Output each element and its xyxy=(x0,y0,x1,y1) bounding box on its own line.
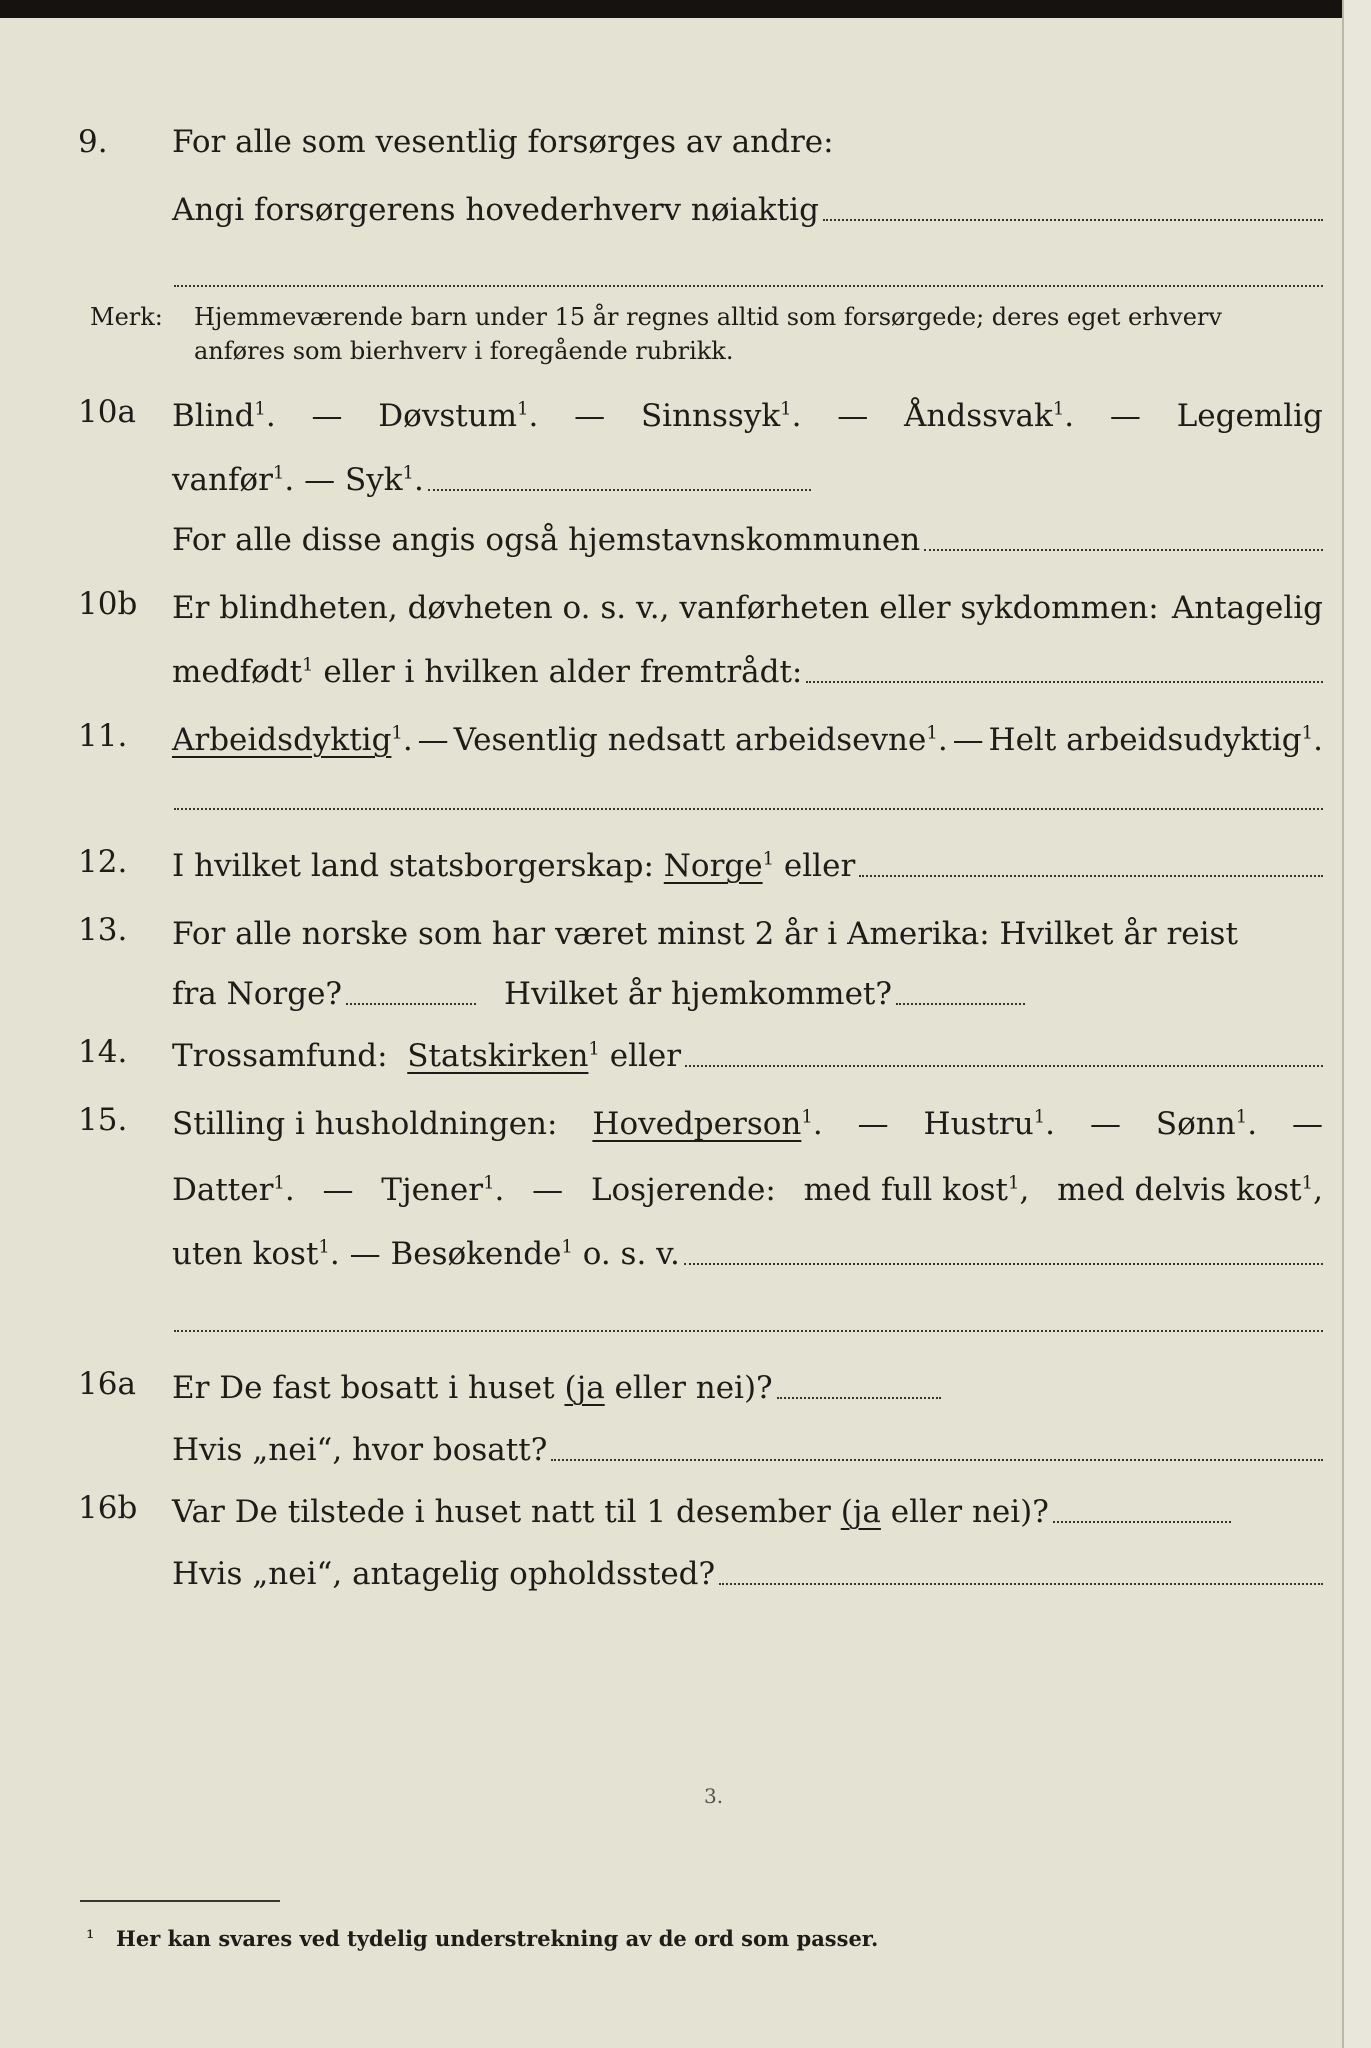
q12-line1: I hvilket land statsborgerskap: Norge$^1$ eller xyxy=(172,842,1323,886)
footnote-rule xyxy=(80,1900,280,1902)
q9-answer-field-2[interactable] xyxy=(174,285,1323,287)
q9-answer-field[interactable] xyxy=(823,217,1323,221)
q10a-syk-field[interactable] xyxy=(428,487,811,491)
q11-answer-field[interactable] xyxy=(174,808,1323,810)
q10a-number: 10a xyxy=(78,394,136,430)
q11-number: 11. xyxy=(78,718,128,754)
q15-line2: Datter$^1$. — Tjener$^1$. — Losjerende: med full kost$^1$, med delvis kost$^1$, xyxy=(172,1172,1323,1208)
footnote-mark: ¹ xyxy=(86,1926,95,1950)
q15-answer-field[interactable] xyxy=(684,1261,1323,1265)
q10a-line2: vanfør$^1$. — Syk$^1$. xyxy=(172,456,811,500)
q10a-kommune-field[interactable] xyxy=(924,547,1323,551)
q14-number: 14. xyxy=(78,1034,128,1070)
q13-line2: fra Norge? Hvilket år hjemkommet? xyxy=(172,970,1025,1014)
q10a-line3: For alle disse angis også hjemstavnskommunen xyxy=(172,516,1323,560)
q15-selected-answer: Hovedperson xyxy=(592,1106,802,1142)
q16b-number: 16b xyxy=(78,1490,138,1526)
q15-line1: Stilling i husholdningen: Hovedperson$^1$. — Hustru$^1$. — Sønn$^1$. — xyxy=(172,1106,1323,1142)
footnote-text: Her kan svares ved tydelig understrekning av de ord som passer. xyxy=(116,1926,879,1951)
q16b-answer-field[interactable] xyxy=(1053,1519,1231,1523)
q15-answer-field-2[interactable] xyxy=(174,1330,1323,1332)
q16b-selected-answer: (ja xyxy=(840,1494,881,1530)
stray-mark: 3. xyxy=(704,1784,724,1808)
q13-hjemkommet-field[interactable] xyxy=(896,1001,1025,1005)
q11-line1: Arbeidsdyktig$^1$. — Vesentlig nedsatt arbeidsevne$^1$. — Helt arbeidsudyktig$^1$. xyxy=(172,722,1323,758)
q13-line1: For alle norske som har været minst 2 år i Amerika: Hvilket år reist xyxy=(172,916,1238,952)
q16a-answer-field[interactable] xyxy=(777,1395,941,1399)
q10b-answer-field[interactable] xyxy=(806,679,1323,683)
q11-selected-answer: Arbeidsdyktig xyxy=(172,722,392,758)
q12-answer-field[interactable] xyxy=(859,873,1323,877)
q9-number: 9. xyxy=(78,124,108,160)
q10a-line1: Blind$^1$. — Døvstum$^1$. — Sinnssyk$^1$. — Åndssvak$^1$. — Legemlig xyxy=(172,398,1323,434)
q14-line1: Trossamfund: Statskirken$^1$ eller xyxy=(172,1032,1323,1076)
q10b-number: 10b xyxy=(78,586,138,622)
q13-number: 13. xyxy=(78,912,128,948)
q10b-line2: medfødt$^1$ eller i hvilken alder fremtrådt: xyxy=(172,648,1323,692)
q16b-line2: Hvis „nei“, antagelig opholdssted? xyxy=(172,1550,1323,1594)
q16b-line1: Var De tilstede i huset natt til 1 desember (ja eller nei)? xyxy=(172,1488,1231,1532)
q9-line2: Angi forsørgerens hovederhverv nøiaktig xyxy=(172,186,1323,230)
q16a-number: 16a xyxy=(78,1366,136,1402)
q12-selected-answer: Norge xyxy=(663,848,763,884)
q9-line1: For alle som vesentlig forsørges av andre: xyxy=(172,124,834,160)
q16b-opholdssted-field[interactable] xyxy=(719,1581,1323,1585)
q14-answer-field[interactable] xyxy=(685,1063,1323,1067)
q14-selected-answer: Statskirken xyxy=(407,1038,589,1074)
q12-number: 12. xyxy=(78,844,128,880)
q15-number: 15. xyxy=(78,1102,128,1138)
q16a-bosatt-field[interactable] xyxy=(551,1457,1323,1461)
q13-reist-field[interactable] xyxy=(346,1001,476,1005)
q16a-line1: Er De fast bosatt i huset (ja eller nei)? xyxy=(172,1364,941,1408)
q15-line3: uten kost$^1$. — Besøkende$^1$ o. s. v. xyxy=(172,1230,1323,1274)
q16a-line2: Hvis „nei“, hvor bosatt? xyxy=(172,1426,1323,1470)
q16a-selected-answer: (ja xyxy=(564,1370,605,1406)
q10b-line1: Er blindheten, døvheten o. s. v., vanførheten eller sykdommen: Antagelig xyxy=(172,590,1323,626)
